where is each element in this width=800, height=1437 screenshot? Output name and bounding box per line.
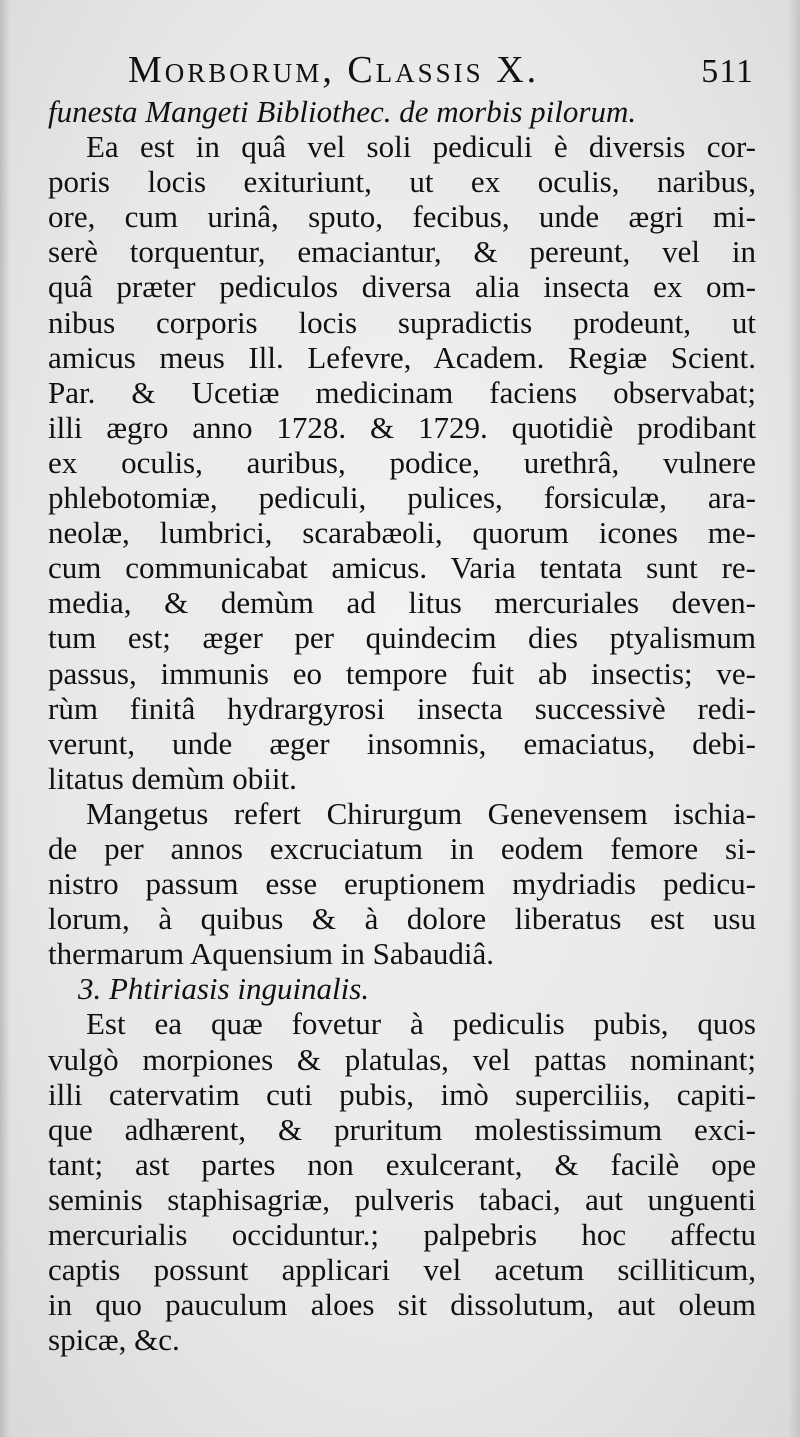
text-line: nistro passum esse eruptionem mydriadis pedicu- [48, 866, 756, 902]
text-line: in quo pauculum aloes sit dissolutum, aut oleum [48, 1287, 756, 1323]
text-line: rùm finitâ hydrargyrosi insecta successivè redi- [48, 690, 756, 726]
text-line: illi ægro anno 1728. & 1729. quotidiè prodibant [48, 409, 756, 445]
text-line: ore, cum urinâ, sputo, fecibus, unde ægri mi- [48, 199, 756, 235]
text-line: Par. & Ucetiæ medicinam faciens observabat; [48, 374, 756, 410]
text-line: media, & demùm ad litus mercuriales deven- [48, 585, 756, 621]
text-line: cum communicabat amicus. Varia tentata sunt re- [48, 550, 756, 586]
text-line: thermarum Aquensium in Sabaudiâ. [48, 936, 494, 972]
text-line: serè torquentur, emaciantur, & pereunt, vel in [48, 234, 756, 270]
text-line: Mangetus refert Chirurgum Genevensem ischia- [86, 795, 756, 831]
text-line: vulgò morpiones & platulas, vel pattas nominant; [48, 1041, 756, 1077]
text-line: Est ea quæ fovetur à pediculis pubis, quos [86, 1006, 756, 1042]
text-line: poris locis exituriunt, ut ex oculis, naribus, [48, 164, 756, 200]
text-line: quâ præter pediculos diversa alia insecta ex om- [48, 269, 756, 305]
page-number: 511 [701, 53, 754, 90]
text-line: mercurialis occiduntur.; palpebris hoc affectu [48, 1217, 756, 1252]
text-line: seminis staphisagriæ, pulveris tabaci, aut unguenti [48, 1181, 756, 1217]
text-line: de per annos excruciatum in eodem femore si- [48, 830, 756, 866]
text-line: illi catervatim cuti pubis, imò superciliis, capiti- [48, 1076, 756, 1112]
text-line: tum est; æger per quindecim dies ptyalismum [48, 620, 756, 656]
text-line: funesta Mangeti Bibliothec. de morbis pilorum. [48, 94, 637, 129]
text-line: captis possunt applicari vel acetum scilliticum, [48, 1252, 756, 1288]
running-head: Morborum, Classis X. [128, 49, 540, 91]
text-line: tant; ast partes non exulcerant, & facilè ope [48, 1146, 756, 1182]
text-line: neolæ, lumbrici, scarabæoli, quorum icones me- [48, 515, 756, 551]
text-line: lorum, à quibus & à dolore liberatus est usu [48, 901, 756, 937]
text-line: litatus demùm obiit. [48, 760, 297, 796]
text-line: que adhærent, & pruritum molestissimum exci- [48, 1111, 756, 1147]
page-header [48, 48, 756, 94]
text-line: spicæ, &c. [48, 1322, 180, 1358]
section-heading: 3. Phtiriasis inguinalis. [78, 971, 370, 1007]
text-line: passus, immunis eo tempore fuit ab insectis; ve- [48, 655, 756, 691]
body-text [48, 94, 756, 1357]
text-line: phlebotomiæ, pediculi, pulices, forsiculæ, ara- [48, 480, 756, 516]
text-line: nibus corporis locis supradictis prodeunt, ut [48, 304, 756, 340]
text-line: amicus meus Ill. Lefevre, Academ. Regiæ Scient. [48, 339, 756, 375]
text-line: ex oculis, auribus, podice, urethrâ, vulnere [48, 444, 756, 480]
text-line: verunt, unde æger insomnis, emaciatus, debi- [48, 725, 756, 761]
text-line: Ea est in quâ vel soli pediculi è diversis cor- [86, 129, 756, 165]
